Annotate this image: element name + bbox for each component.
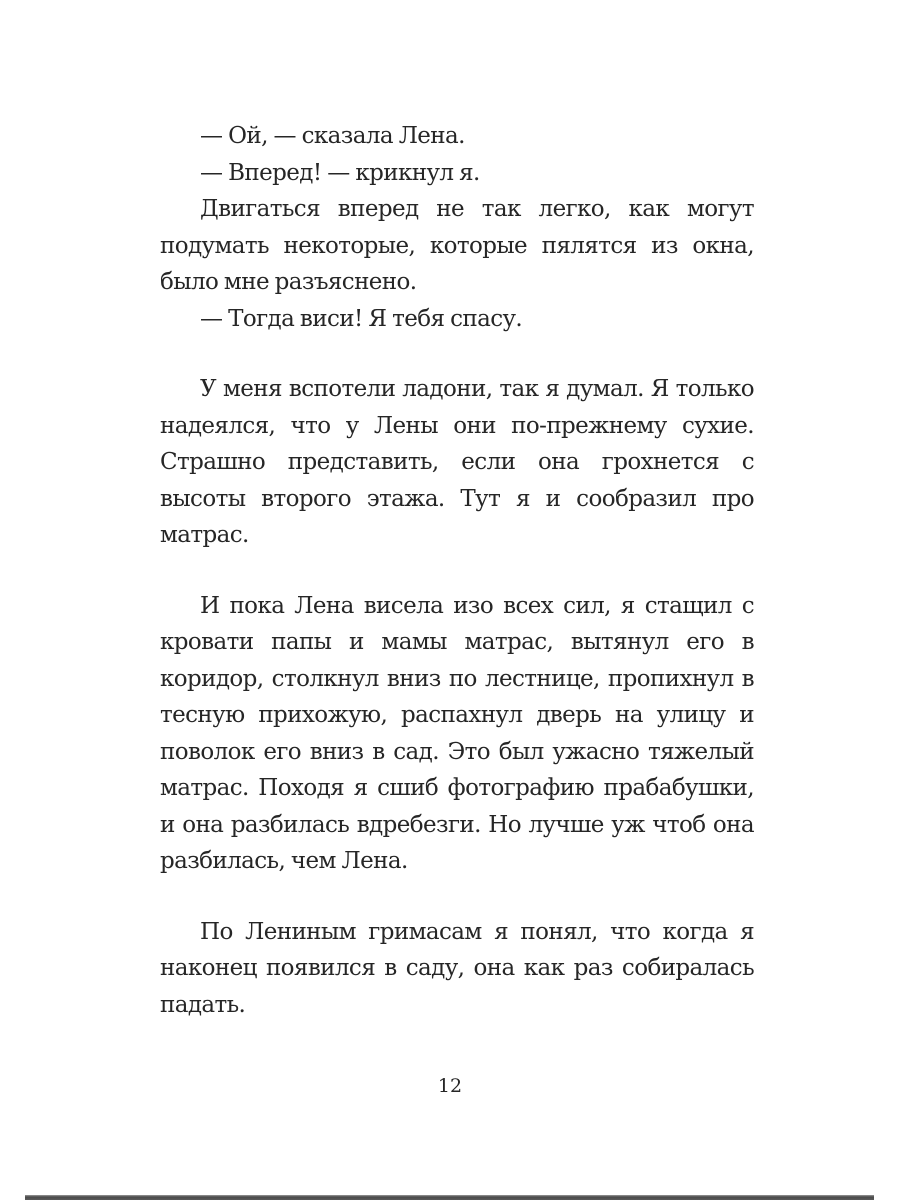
paragraph-spacer bbox=[160, 554, 754, 588]
page-bottom-edge bbox=[25, 1195, 874, 1200]
page-body-text bbox=[160, 118, 754, 1023]
page-number: 12 bbox=[437, 1075, 463, 1097]
paragraph-mattress: И пока Лена висела изо всех сил, я стащил с кровати папы и мамы матрас, вытянул его в коридор, столкнул вниз по лестнице, пропихнул в тесную прихожую, распахнул дверь на улицу и поволок его вниз в сад. Это был ужасно тяжелый матрас. Походя я сшиб фотографию прабабушки, и она разбилась вдребезги. Но лучше уж чтоб она разбилась, чем Лена. bbox=[160, 592, 754, 874]
paragraph-dialog-vpered: — Вперед! — крикнул я. bbox=[200, 159, 480, 186]
paragraph-garden: По Лениным гримасам я понял, что когда я наконец появился в саду, она как раз собиралась падать. bbox=[160, 918, 754, 1018]
paragraph-spacer bbox=[160, 337, 754, 371]
paragraph-dialog-hang-on: — Тогда виси! Я тебя спасу. bbox=[200, 305, 523, 332]
paragraph-moving-forward: Двигаться вперед не так легко, как могут подумать некоторые, которые пялятся из окна, было мне разъяснено. bbox=[160, 196, 754, 295]
paragraph-dialog-oi: — Ой, — сказала Лена. bbox=[200, 123, 465, 149]
paragraph-spacer bbox=[160, 880, 754, 914]
paragraph-sweaty-palms: У меня вспотели ладони, так я думал. Я только надеялся, что у Лены они по-прежнему сухие. Страшно представить, если она грохнется с высоты второго этажа. Тут я и сообразил про матрас. bbox=[160, 376, 754, 548]
